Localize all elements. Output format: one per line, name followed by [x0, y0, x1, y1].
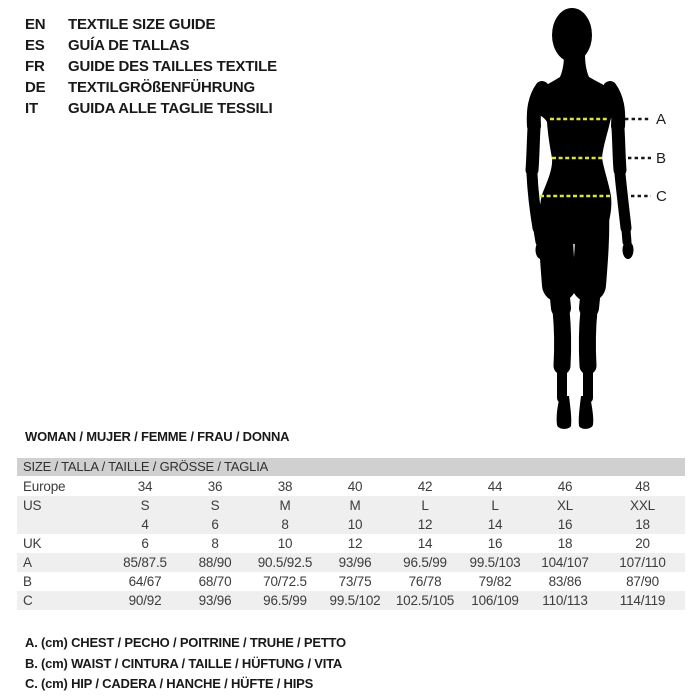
language-code: ES: [25, 37, 45, 54]
size-cell: 90.5/92.5: [257, 555, 313, 570]
measurement-figure: [490, 0, 700, 440]
size-cell: 14: [487, 517, 503, 532]
guide-title: GUÍA DE TALLAS: [68, 37, 190, 54]
size-cell: 6: [141, 536, 149, 551]
language-row: [25, 56, 277, 77]
size-cell: 106/109: [471, 593, 519, 608]
silhouette-left-leg: [561, 310, 563, 366]
size-cell: 36: [207, 479, 223, 494]
size-cell: XL: [556, 498, 574, 513]
size-cell: 93/96: [198, 593, 232, 608]
size-cell: 85/87.5: [123, 555, 167, 570]
size-cell: 73/75: [338, 574, 372, 589]
size-cell: 10: [277, 536, 293, 551]
table-row: [17, 496, 685, 515]
marker-label-c: C: [656, 188, 667, 205]
table-row: [17, 591, 685, 610]
table-row: [17, 515, 685, 534]
silhouette-right-arm: [626, 230, 627, 242]
size-cell: 68/70: [198, 574, 232, 589]
legend-line: C. (cm) HIP / CADERA / HANCHE / HÜFTE / HIPS: [25, 676, 314, 691]
silhouette-left-leg: [556, 210, 559, 285]
size-cell: M: [279, 498, 291, 513]
size-cell: S: [140, 498, 150, 513]
size-cell: 38: [277, 479, 293, 494]
size-cell: XXL: [630, 498, 655, 513]
size-cell: 96.5/99: [263, 593, 307, 608]
language-row: [25, 77, 277, 98]
language-row: [25, 98, 277, 119]
silhouette-left-arm: [534, 88, 542, 126]
size-cell: 16: [487, 536, 503, 551]
size-cell: 16: [557, 517, 573, 532]
size-table-grid: [17, 477, 685, 610]
language-row: [25, 35, 277, 56]
size-cell: 12: [417, 517, 433, 532]
size-cell: 107/110: [619, 555, 666, 570]
row-label: C: [23, 593, 33, 608]
guide-title: TEXTILGRÖßENFÜHRUNG: [68, 79, 256, 96]
language-code: FR: [25, 58, 45, 75]
guide-title: GUIDA ALLE TAGLIE TESSILI: [68, 100, 273, 117]
silhouette-head: [552, 8, 592, 62]
language-row: [25, 14, 277, 35]
table-row: [17, 477, 685, 496]
marker-label-a: A: [656, 111, 667, 128]
size-cell: 10: [347, 517, 363, 532]
size-cell: 8: [281, 517, 289, 532]
language-title-list: [25, 14, 277, 119]
size-cell: 99.5/102: [329, 593, 381, 608]
size-cell: 87/90: [626, 574, 659, 589]
language-code: IT: [25, 100, 38, 117]
silhouette-left-arm: [532, 174, 538, 228]
woman-silhouette: [490, 0, 700, 440]
table-row: [17, 572, 685, 591]
silhouette-right-leg: [587, 310, 589, 366]
size-cell: 20: [635, 536, 650, 551]
size-cell: S: [210, 498, 220, 513]
row-label: UK: [23, 536, 42, 551]
gender-heading: WOMAN / MUJER / FEMME / FRAU / DONNA: [25, 429, 290, 444]
table-row: [17, 534, 685, 553]
size-cell: 79/82: [478, 574, 512, 589]
table-row: [17, 553, 685, 572]
size-cell: 96.5/99: [403, 555, 447, 570]
size-cell: 90/92: [128, 593, 162, 608]
row-label: US: [23, 498, 42, 513]
silhouette-right-arm: [610, 88, 618, 126]
silhouette-right-arm: [618, 128, 620, 170]
size-cell: 88/90: [198, 555, 232, 570]
legend: [25, 633, 346, 695]
size-cell: 18: [557, 536, 573, 551]
size-cell: 14: [417, 536, 433, 551]
size-cell: 110/113: [542, 593, 588, 608]
size-table-header: SIZE / TALLA / TAILLE / GRÖSSE / TAGLIA: [17, 458, 685, 476]
size-cell: 76/78: [408, 574, 442, 589]
size-cell: 114/119: [619, 593, 666, 608]
size-cell: 70/72.5: [263, 574, 307, 589]
row-label: Europe: [23, 479, 66, 494]
size-cell: 99.5/103: [469, 555, 521, 570]
silhouette-right-hand: [623, 241, 634, 259]
row-label: A: [23, 555, 32, 570]
size-cell: 4: [141, 517, 149, 532]
size-cell: 44: [487, 479, 503, 494]
size-cell: 40: [347, 479, 363, 494]
size-cell: 12: [347, 536, 363, 551]
size-table: [17, 458, 685, 610]
size-cell: 102.5/105: [395, 593, 455, 608]
size-cell: 42: [417, 479, 433, 494]
size-cell: L: [491, 498, 499, 513]
guide-title: TEXTILE SIZE GUIDE: [68, 16, 216, 33]
size-cell: M: [349, 498, 361, 513]
silhouette-left-foot: [557, 396, 572, 429]
size-cell: 93/96: [338, 555, 372, 570]
size-cell: 46: [557, 479, 573, 494]
size-table-body: [17, 477, 685, 610]
silhouette-right-arm: [620, 174, 626, 228]
legend-line: A. (cm) CHEST / PECHO / POITRINE / TRUHE / PETTO: [25, 635, 346, 650]
silhouette-right-leg: [589, 210, 592, 285]
size-cell: 48: [635, 479, 650, 494]
size-cell: 83/86: [548, 574, 582, 589]
size-cell: 104/107: [541, 555, 589, 570]
language-code: DE: [25, 79, 46, 96]
silhouette-left-arm: [532, 128, 534, 170]
language-code: EN: [25, 16, 46, 33]
size-cell: 64/67: [128, 574, 162, 589]
size-cell: L: [421, 498, 429, 513]
size-cell: 18: [635, 517, 650, 532]
size-cell: 6: [211, 517, 219, 532]
guide-title: GUIDE DES TAILLES TEXTILE: [68, 58, 277, 75]
size-cell: 8: [211, 536, 219, 551]
marker-label-b: B: [656, 150, 667, 167]
legend-line: B. (cm) WAIST / CINTURA / TAILLE / HÜFTUNG / VITA: [25, 655, 343, 671]
row-label: [17, 515, 110, 534]
size-cell: 34: [137, 479, 153, 494]
row-label: B: [23, 574, 32, 589]
